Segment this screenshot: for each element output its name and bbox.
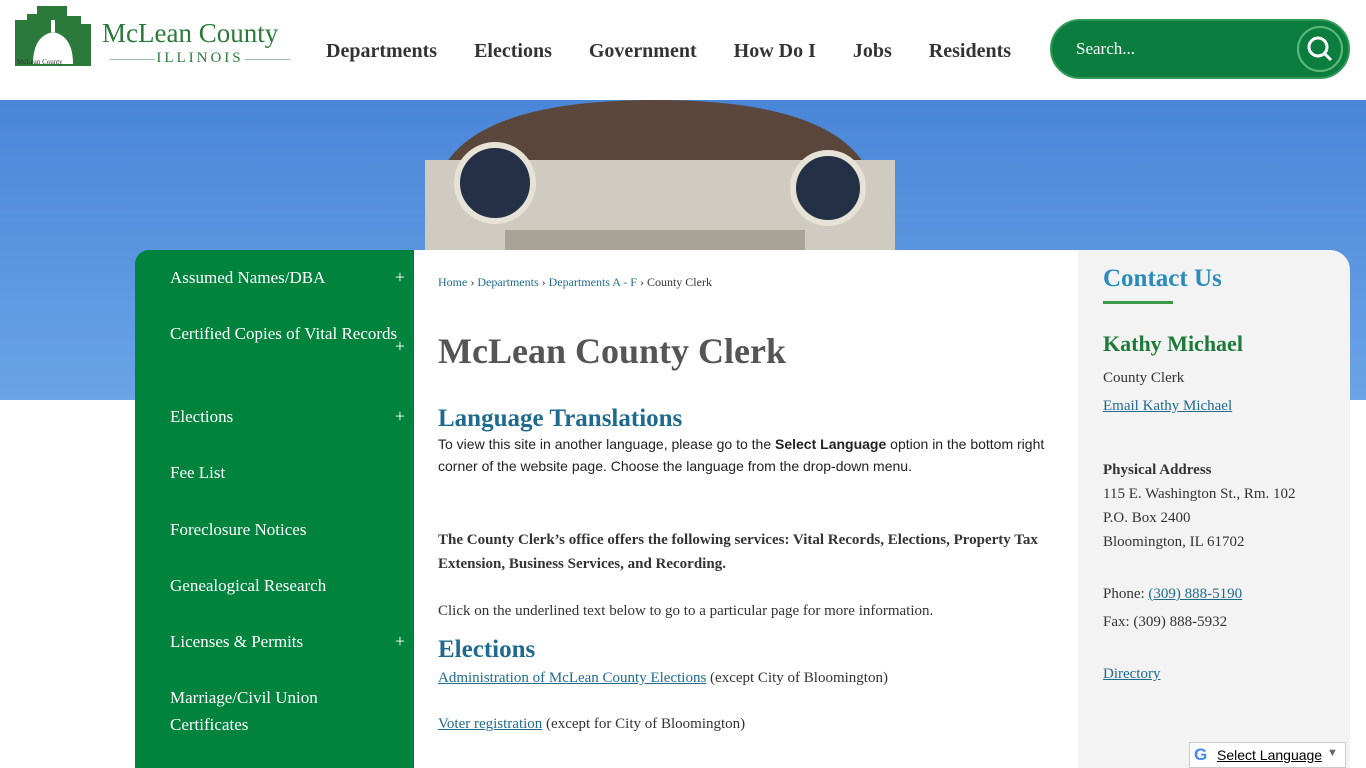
elections-heading: Elections: [438, 636, 536, 663]
directory-link[interactable]: Directory: [1103, 666, 1161, 682]
search-box: [1050, 19, 1350, 79]
expand-icon[interactable]: +: [394, 336, 405, 356]
search-icon: [1299, 28, 1341, 70]
language-selector[interactable]: [1189, 742, 1346, 768]
page-title: McLean County Clerk: [438, 331, 786, 371]
nav-government[interactable]: Government: [588, 40, 697, 62]
courthouse-logo-icon: [15, 6, 91, 66]
language-translations-heading: Language Translations: [438, 405, 683, 432]
breadcrumb-separator: ›: [639, 275, 644, 289]
nav-how-do-i[interactable]: How Do I: [733, 40, 816, 62]
sidebar-item-label: Licenses & Permits: [170, 632, 304, 651]
main-nav: [326, 40, 1011, 63]
main-content: [414, 250, 1078, 768]
site-logo[interactable]: [15, 6, 295, 68]
dropdown-arrow-icon[interactable]: ▼: [1327, 747, 1338, 759]
email-link[interactable]: Email Kathy Michael: [1103, 398, 1233, 414]
phone-link[interactable]: (309) 888-5190: [1148, 586, 1243, 602]
click-instructions: Click on the underlined text below to go to a particular page for more information.: [438, 603, 934, 619]
nav-departments[interactable]: Departments: [326, 40, 438, 62]
sidebar-item-marriage[interactable]: [170, 684, 400, 738]
breadcrumb-home[interactable]: Home: [438, 275, 468, 289]
voter-registration-link[interactable]: Voter registration: [438, 716, 543, 732]
breadcrumb-current: County Clerk: [646, 275, 712, 289]
elections-item: Administration of McLean County Elections (except City of Bloomington): [438, 670, 888, 686]
breadcrumb-separator: ›: [470, 275, 475, 289]
address-line: Bloomington, IL 61702: [1103, 534, 1245, 550]
logo-small-text: McLean County: [17, 58, 63, 66]
google-icon: G: [1194, 745, 1208, 764]
sidebar-nav: [135, 250, 414, 768]
breadcrumb-separator: ›: [541, 275, 546, 289]
search-button[interactable]: [1297, 26, 1343, 72]
fax: Fax: (309) 888-5932: [1103, 614, 1228, 630]
sidebar-item-fee-list[interactable]: [170, 459, 400, 486]
contact-role: County Clerk: [1103, 370, 1185, 386]
contact-name: Kathy Michael: [1103, 331, 1243, 356]
expand-icon[interactable]: +: [394, 267, 405, 287]
breadcrumb-departments[interactable]: Departments: [477, 275, 539, 289]
logo-title: McLean County: [102, 18, 279, 48]
sidebar-item-label: Certified Copies of Vital Records: [170, 324, 398, 343]
sidebar-item-assumed-names[interactable]: [170, 264, 405, 291]
nav-residents[interactable]: Residents: [928, 40, 1012, 62]
sidebar-item-foreclosure[interactable]: [170, 516, 400, 543]
sidebar-item-licenses[interactable]: [170, 628, 405, 655]
expand-icon[interactable]: +: [394, 631, 405, 651]
sidebar-item-label: Elections: [170, 407, 234, 426]
address-label: Physical Address: [1103, 462, 1212, 478]
sidebar-item-label: Fee List: [170, 463, 226, 482]
sidebar-item-label: Foreclosure Notices: [170, 520, 307, 539]
contact-panel: [1078, 250, 1350, 768]
elections-item: Voter registration (except for City of Bloomington): [438, 716, 746, 732]
sidebar-item-vital-records[interactable]: [170, 320, 405, 356]
language-instructions: To view this site in another language, please go to the Select Language option in the bottom right corner of the website page. Choose the language from the drop-down menu.: [438, 436, 1045, 474]
services-text: The County Clerk’s office offers the following services: Vital Records, Elections, Property Tax Extension, Business Services, and Recording.: [438, 532, 1038, 572]
heading-underline: [1103, 301, 1173, 304]
phone: Phone: (309) 888-5190: [1103, 586, 1243, 602]
logo-subtitle: ILLINOIS: [110, 50, 290, 67]
nav-elections[interactable]: Elections: [474, 40, 552, 62]
sidebar-item-label: Genealogical Research: [170, 576, 327, 595]
sidebar-item-label: Marriage/Civil Union Certificates: [170, 688, 318, 734]
sidebar-item-label: Assumed Names/DBA: [170, 268, 326, 287]
contact-heading: Contact Us: [1103, 265, 1222, 292]
select-language-label[interactable]: Select Language: [1217, 747, 1323, 763]
expand-icon[interactable]: +: [394, 406, 405, 426]
sidebar-item-elections[interactable]: [170, 403, 405, 430]
address-line: 115 E. Washington St., Rm. 102: [1103, 486, 1296, 502]
administration-elections-link[interactable]: Administration of McLean County Elections: [438, 670, 707, 686]
site-header: [0, 0, 1366, 100]
sidebar-item-genealogy[interactable]: [170, 572, 400, 599]
nav-jobs[interactable]: Jobs: [852, 40, 892, 62]
courthouse-dome-image: [415, 100, 895, 250]
search-input[interactable]: [1076, 39, 1296, 59]
address-line: P.O. Box 2400: [1103, 510, 1191, 526]
breadcrumb-departments-a-f[interactable]: Departments A - F: [548, 275, 637, 289]
breadcrumb: [438, 275, 712, 290]
